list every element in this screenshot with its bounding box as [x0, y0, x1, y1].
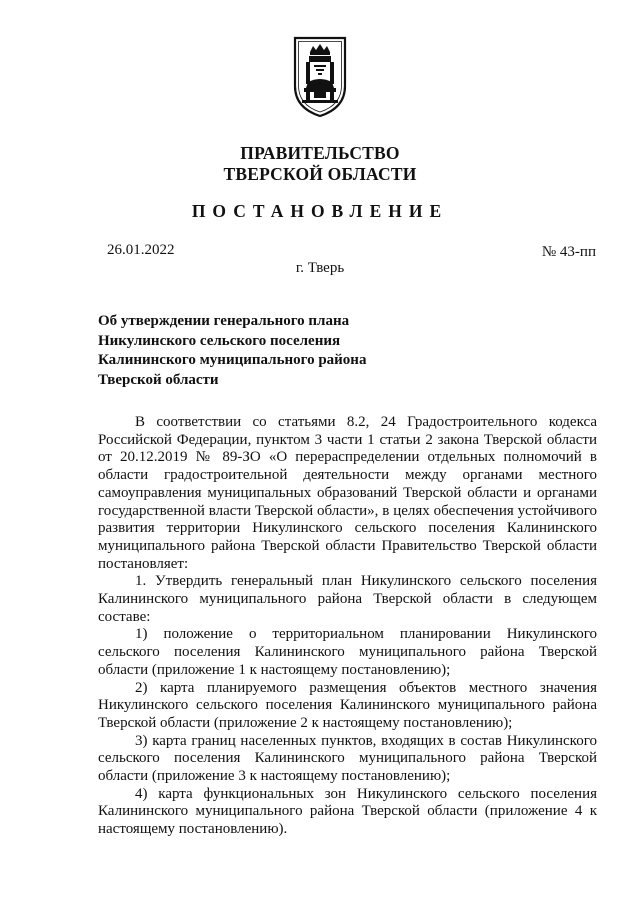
subject-line: Калининского муниципального района — [98, 352, 367, 368]
body-paragraph-item-1: 1. Утвердить генеральный план Никулинского сельского поселения Калининского муниципального района Тверской области в следующем составе: — [98, 573, 597, 625]
document-type-title: ПОСТАНОВЛЕНИЕ — [191, 201, 449, 221]
subject-line: Об утверждении генерального плана — [98, 313, 350, 329]
subject-line: Тверской области — [98, 371, 219, 388]
body-paragraph-subitem-3: 3) карта границ населенных пунктов, входящих в состав Никулинского сельского поселения Калининского муниципального района Тверской области (приложение 3 к настоящему постановлению); — [98, 732, 597, 785]
document-subject — [98, 312, 398, 390]
body-paragraph-subitem-2: 2) карта планируемого размещения объектов местного значения Никулинского сельского поселения Калининского муниципального района Тверской области (приложение 2 к настоящему постановлению); — [98, 679, 597, 731]
subject-line: Никулинского сельского поселения — [98, 332, 341, 349]
body-paragraph-subitem-4: 4) карта функциональных зон Никулинского сельского поселения Калининского муниципального района Тверской области (приложение 4 к настоящему постановлению). — [98, 785, 597, 838]
body-paragraph-preamble: В соответствии со статьями 8.2, 24 Градостроительного кодекса Российской Федерации, пунктом 3 части 1 статьи 2 закона Тверской области от 20.12.2019 № 89-ЗО «О перераспределении отдельных полномочий в области градостроительной деятельности между органами местного самоуправления муниципальных образований Тверской области и органами государственной власти Тверской области», в целях обеспечения устойчивого развития территории Никулинского сельского поселения Калининского муниципального района Тверской области Правительство Тверской области постановляет: — [98, 414, 597, 572]
government-name-line1: ПРАВИТЕЛЬСТВО — [240, 143, 400, 163]
tver-coat-of-arms-icon — [292, 36, 348, 118]
document-body — [98, 414, 597, 839]
government-name-line2: ТВЕРСКОЙ ОБЛАСТИ — [223, 164, 417, 184]
document-date: 26.01.2022 — [107, 242, 175, 258]
body-paragraph-subitem-1: 1) положение о территориальном планировании Никулинского сельского поселения Калининского муниципального района Тверской области (приложение 1 к настоящему постановлению); — [98, 626, 597, 678]
document-city: г. Тверь — [295, 260, 345, 276]
document-number: № 43-пп — [541, 244, 596, 260]
